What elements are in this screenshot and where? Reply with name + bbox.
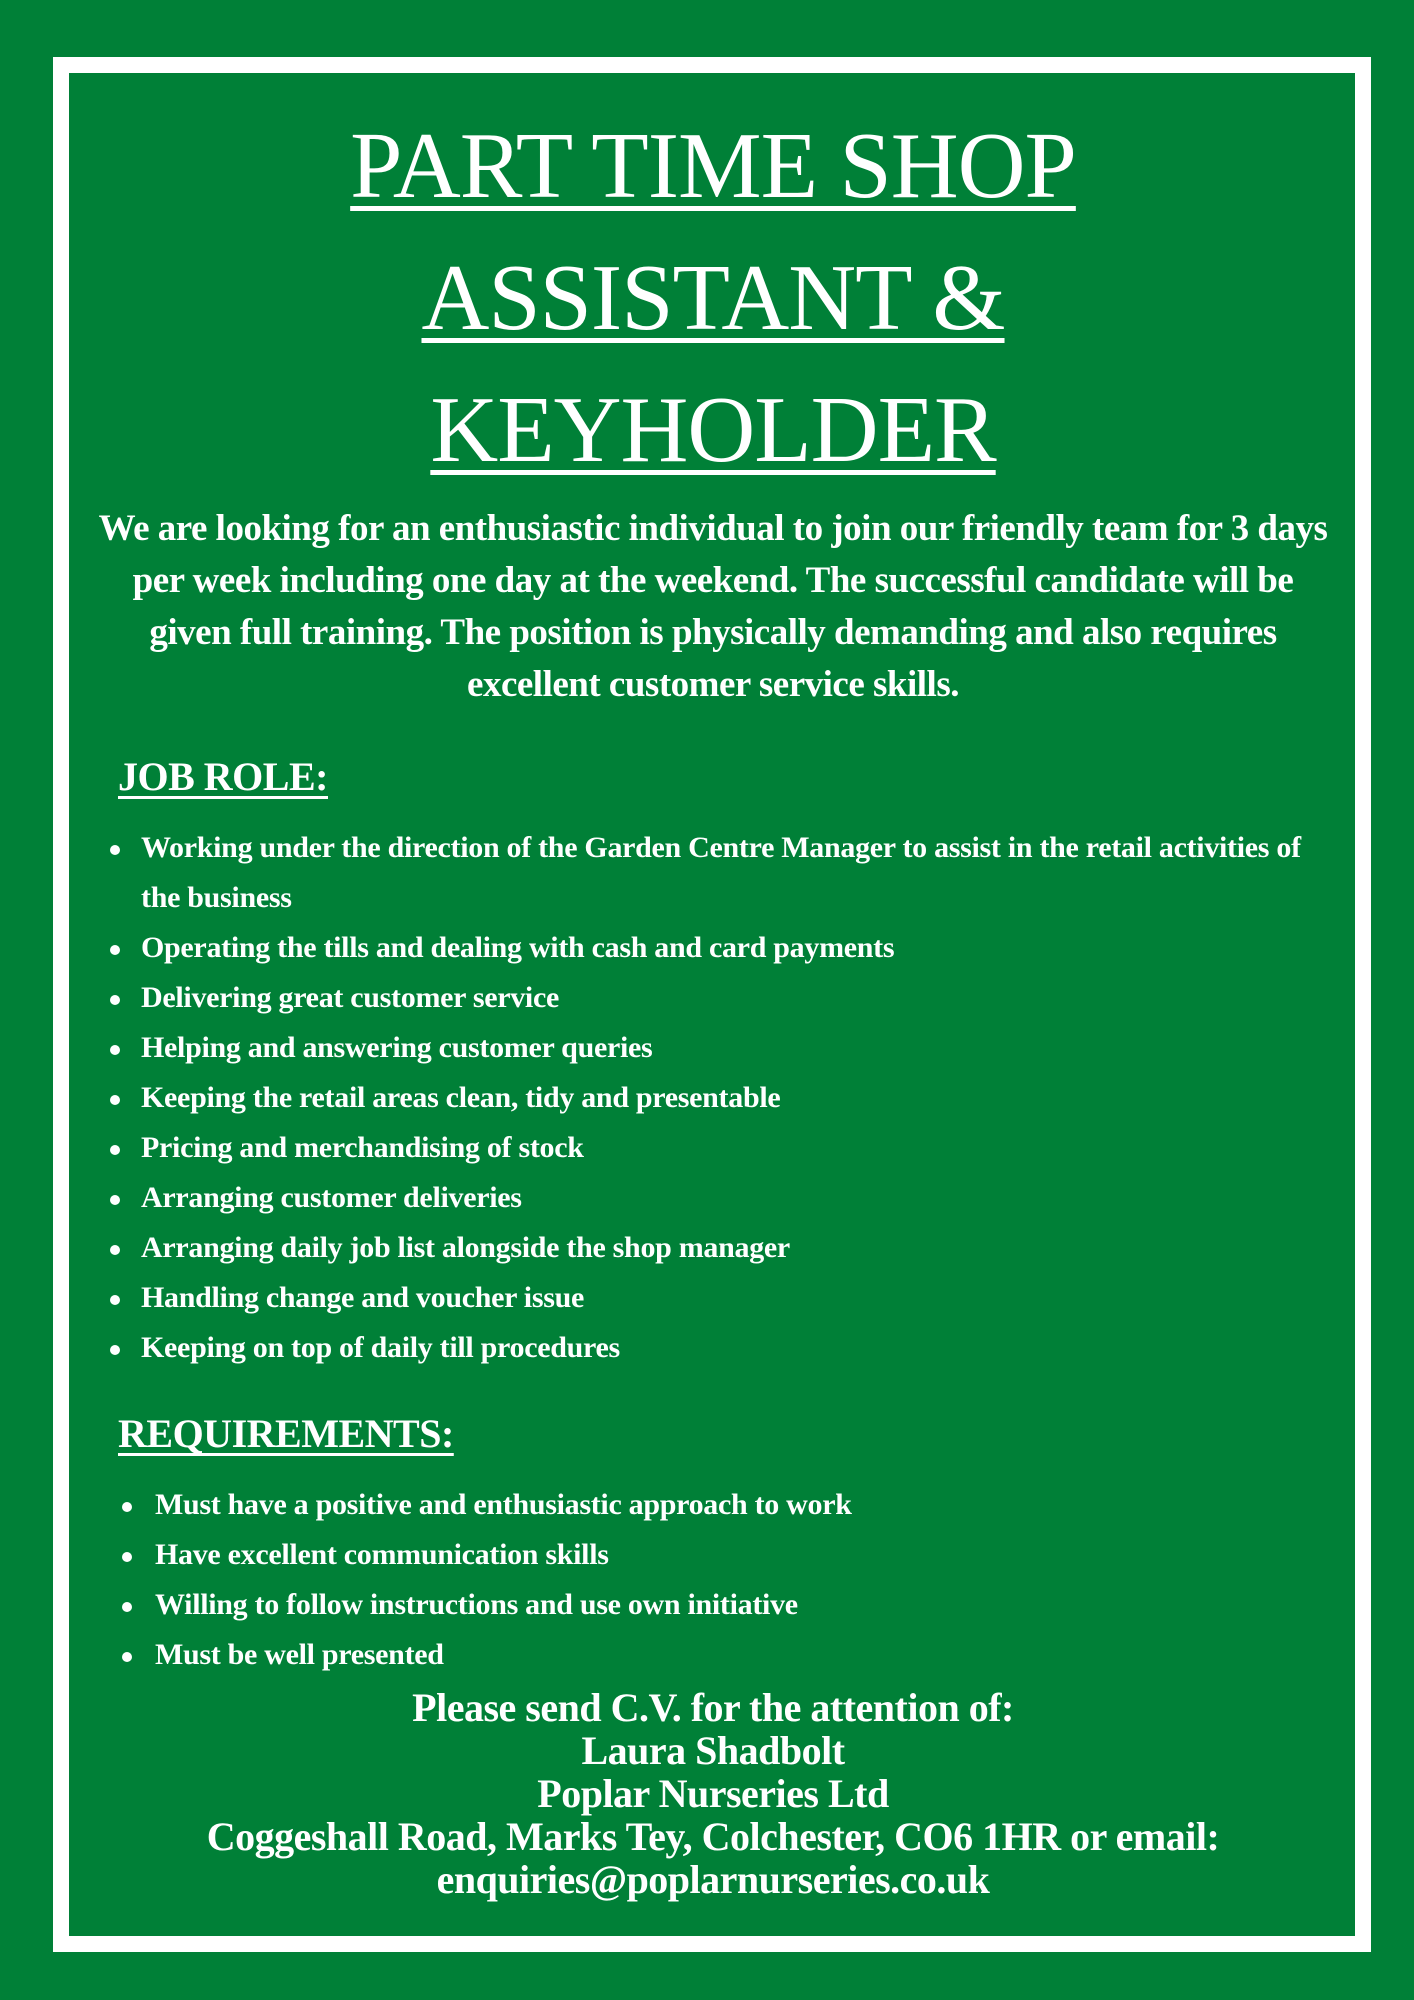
- list-item-text: Keeping the retail areas clean, tidy and presentable: [141, 1081, 781, 1114]
- list-item-text: Have excellent communication skills: [155, 1538, 609, 1571]
- bullet-icon: [110, 845, 120, 855]
- intro-paragraph: We are looking for an enthusiastic individual to join our friendly team for 3 days per week including one day at the weekend. The successful candidate will be given full training. The position is physically demanding and also requires excellent customer service skills.: [98, 508, 1328, 705]
- list-item: [118, 1480, 1318, 1530]
- requirements-list: [118, 1480, 1318, 1680]
- list-item: [106, 973, 1306, 1023]
- bullet-icon: [122, 1602, 132, 1612]
- list-item-text: Delivering great customer service: [141, 981, 559, 1014]
- title-line: PART TIME SHOP: [350, 114, 1076, 218]
- list-item-text: Working under the direction of the Garden Centre Manager to assist in the retail activities of the business: [141, 831, 1301, 914]
- contact-name: Laura Shadbolt: [581, 1728, 845, 1773]
- bullet-icon: [110, 995, 120, 1005]
- bullet-icon: [110, 1195, 120, 1205]
- list-item: [106, 1323, 1306, 1373]
- list-item: [106, 1123, 1306, 1173]
- list-item: [106, 1073, 1306, 1123]
- contact-email[interactable]: enquiries@poplarnurseries.co.uk: [436, 1857, 990, 1902]
- list-item: [118, 1530, 1318, 1580]
- list-item-text: Arranging daily job list alongside the shop manager: [141, 1231, 790, 1264]
- requirements-heading: REQUIREMENTS:: [118, 1411, 454, 1456]
- list-item: [106, 1173, 1306, 1223]
- contact-instruction: Please send C.V. for the attention of:: [412, 1685, 1014, 1730]
- list-item: [106, 823, 1306, 923]
- list-item: [106, 1223, 1306, 1273]
- list-item: [106, 923, 1306, 973]
- list-item-text: Pricing and merchandising of stock: [141, 1131, 584, 1164]
- bullet-icon: [110, 945, 120, 955]
- job-role-list: [106, 823, 1306, 1373]
- list-item-text: Must have a positive and enthusiastic approach to work: [155, 1488, 852, 1521]
- list-item-text: Operating the tills and dealing with cash and card payments: [141, 931, 895, 964]
- list-item-text: Willing to follow instructions and use own initiative: [155, 1588, 798, 1621]
- list-item-text: Helping and answering customer queries: [141, 1031, 653, 1064]
- bullet-icon: [110, 1095, 120, 1105]
- bullet-icon: [110, 1345, 120, 1355]
- bullet-icon: [110, 1145, 120, 1155]
- bullet-icon: [122, 1552, 132, 1562]
- poster-title: [70, 100, 1356, 496]
- list-item: [106, 1273, 1306, 1323]
- bullet-icon: [122, 1652, 132, 1662]
- contact-block: [70, 1686, 1356, 1901]
- bullet-icon: [110, 1045, 120, 1055]
- contact-address: Coggeshall Road, Marks Tey, Colchester, CO6 1HR or email:: [206, 1814, 1220, 1859]
- list-item: [118, 1630, 1318, 1680]
- list-item: [106, 1023, 1306, 1073]
- list-item-text: Keeping on top of daily till procedures: [141, 1331, 620, 1364]
- title-line: KEYHOLDER: [430, 378, 996, 482]
- bullet-icon: [110, 1295, 120, 1305]
- list-item-text: Handling change and voucher issue: [141, 1281, 584, 1314]
- job-role-heading: JOB ROLE:: [118, 754, 328, 799]
- bullet-icon: [122, 1502, 132, 1512]
- list-item-text: Arranging customer deliveries: [141, 1181, 522, 1214]
- title-line: ASSISTANT &: [421, 246, 1005, 350]
- contact-company: Poplar Nurseries Ltd: [537, 1771, 889, 1816]
- list-item: [118, 1580, 1318, 1630]
- bullet-icon: [110, 1245, 120, 1255]
- list-item-text: Must be well presented: [155, 1638, 444, 1671]
